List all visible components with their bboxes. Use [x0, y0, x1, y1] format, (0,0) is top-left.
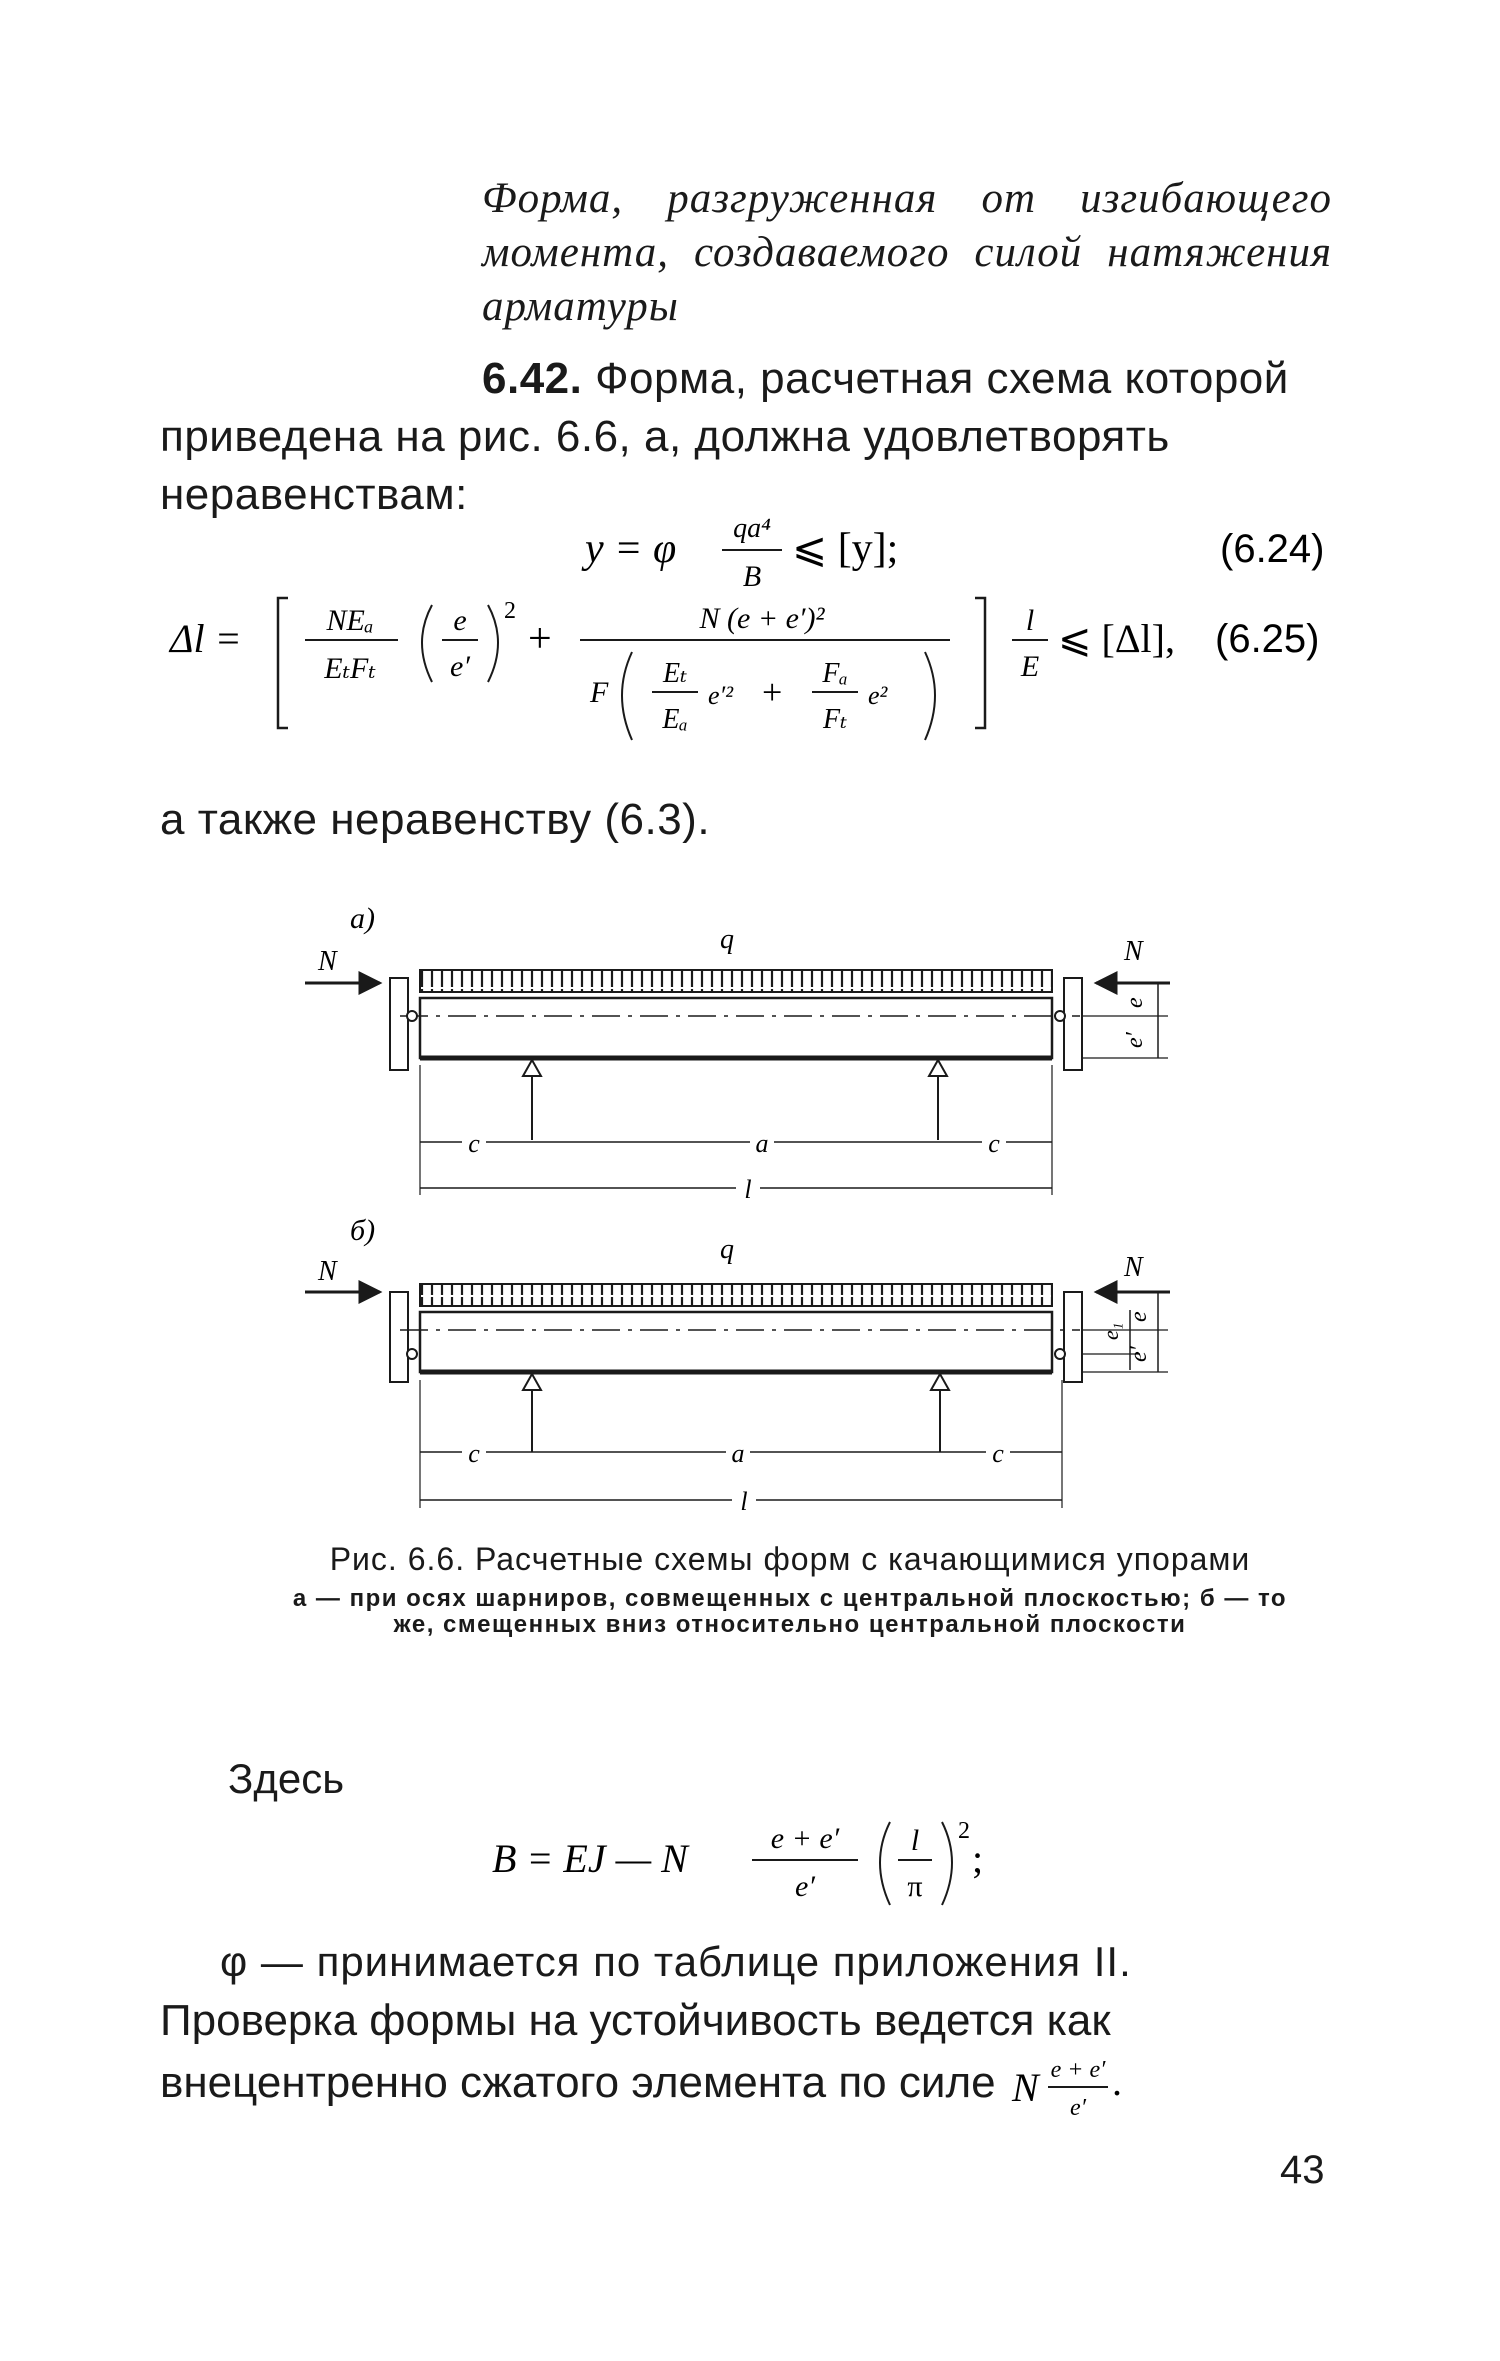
eqB-lhs: B = EJ — N: [492, 1836, 688, 1881]
eqB-exp: 2: [958, 1818, 970, 1844]
panel-b-ecc-e-prime: e′: [1126, 1346, 1152, 1362]
caption-note: а — при осях шарниров, совмещенных с центральной плоскостью; б — то же, смещенных вниз относительно центральной плоскости: [292, 1585, 1288, 1638]
eq625-term1-den: EₜFₜ: [324, 652, 376, 685]
section-title: Форма, разгруженная от изгибающего момента, создаваемого силой натяжения арматуры: [482, 175, 1332, 330]
eq625-inner2-tail: e²: [868, 681, 888, 710]
panel-b-support-left: [523, 1374, 541, 1390]
panel-a-dim-l-label: l: [744, 1175, 752, 1204]
eq625-term2-num: N (e + e′)²: [699, 602, 825, 635]
eq624-number: (6.24): [1220, 527, 1325, 571]
panel-b-dim-c-right: c: [992, 1439, 1004, 1468]
panel-a-load-label: q: [720, 924, 734, 955]
panel-b-dim-a: a: [731, 1439, 745, 1468]
eq625-tail-num: l: [1025, 604, 1035, 637]
eq625-tail-den: E: [1020, 650, 1040, 683]
eq625-paren-den: e′: [450, 650, 470, 683]
eqB-paren-left: [880, 1822, 890, 1905]
panel-a-ecc-e-prime: e′: [1122, 1032, 1148, 1048]
equation-B: [0, 1810, 1500, 1920]
panel-b-left-hinge: [407, 1349, 417, 1359]
eq624-denominator: B: [742, 560, 762, 593]
eq624-lhs: y = φ: [585, 526, 677, 572]
eq625-inner-paren-right: [925, 652, 935, 740]
panel-b-right-stop: [1064, 1292, 1082, 1382]
check-formula: [1008, 2055, 1128, 2121]
panel-a-dim-a: a: [755, 1129, 769, 1158]
check-den: e′: [1069, 2095, 1086, 2121]
panel-b-force-left-label: N: [318, 1256, 337, 1287]
equation-6-25: [0, 590, 1500, 760]
panel-a-force-right-label: N: [1124, 936, 1143, 967]
eq625-term1-num: NEₐ: [326, 604, 374, 637]
eq625-exp: 2: [504, 598, 516, 624]
eq625-inner1-num: Eₜ: [662, 658, 688, 689]
check-num: e + e′: [1050, 2057, 1106, 2083]
panel-b-left-stop: [390, 1292, 408, 1382]
panel-b-force-right-label: N: [1124, 1252, 1143, 1283]
panel-a-distributed-load: [420, 970, 1052, 992]
eq625-rhs: ⩽ [Δl],: [1058, 616, 1175, 661]
caption-title: Рис. 6.6. Расчетные схемы форм с качающимися упорами: [329, 1541, 1251, 1577]
eq625-inner2-den: Fₜ: [822, 704, 848, 735]
panel-a-left-stop: [390, 978, 408, 1070]
check-paragraph: [160, 1990, 1340, 2121]
page-number: 43: [1280, 2148, 1325, 2192]
panel-b-ecc-e: e: [1126, 1311, 1152, 1322]
panel-b-label: б): [350, 1214, 376, 1247]
here-label: Здесь: [228, 1755, 345, 1802]
figure-6-6: [0, 900, 1500, 1530]
eq624-rhs: ⩽ [y];: [792, 526, 899, 572]
also-text: а также неравенству (6.3).: [160, 795, 711, 844]
eq625-paren-right: [488, 605, 498, 682]
eq625-inner1-den: Eₐ: [662, 704, 688, 735]
eqB-paren-den: π: [907, 1870, 923, 1903]
eq625-left-bracket: [278, 598, 288, 728]
panel-a-right-stop: [1064, 978, 1082, 1070]
eqB-paren-right: [942, 1822, 952, 1905]
check-end: .: [1111, 2059, 1122, 2104]
panel-b-beam: [420, 1312, 1052, 1372]
eq625-paren-num: e: [453, 604, 467, 637]
eq625-lhs: Δl =: [170, 616, 242, 661]
eq625-inner-plus: +: [762, 672, 783, 712]
panel-a-support-right: [929, 1060, 947, 1076]
panel-a-ecc-e: e: [1122, 997, 1148, 1008]
eqB-end: ;: [972, 1836, 984, 1881]
phi-text: φ — принимается по таблице приложения II.: [220, 1938, 1132, 1985]
panel-a-support-left: [523, 1060, 541, 1076]
panel-b-distributed-load: [420, 1284, 1052, 1306]
panel-b: [305, 1214, 1170, 1516]
eq625-right-bracket: [975, 598, 985, 728]
panel-a: [305, 902, 1170, 1204]
panel-a-dim-c-right: c: [988, 1129, 1000, 1158]
eq625-paren-left: [422, 605, 432, 682]
panel-a-force-left-label: N: [318, 946, 337, 977]
eqB-paren-num: l: [910, 1824, 920, 1857]
clause-text: Форма, расчетная схема которой приведена на рис. 6.6, а, должна удовлетворять неравенствам:: [160, 354, 1289, 519]
panel-a-left-hinge: [407, 1011, 417, 1021]
panel-a-beam: [420, 998, 1052, 1058]
check-N: N: [1011, 2065, 1039, 2110]
eq624-numerator: qa⁴: [733, 513, 771, 544]
panel-b-dim-c-left: c: [468, 1439, 480, 1468]
figure-caption: [290, 1540, 1290, 1638]
eqB-num: e + e′: [770, 1822, 840, 1855]
panel-b-load-label: q: [720, 1234, 734, 1265]
panel-a-right-hinge: [1055, 1011, 1065, 1021]
eq625-number: (6.25): [1215, 617, 1320, 661]
panel-b-support-right: [931, 1374, 949, 1390]
eq625-inner1-tail: e′²: [708, 681, 734, 710]
check-text: Проверка формы на устойчивость ведется как внецентренно сжатого элемента по силе: [160, 1996, 1111, 2107]
equation-6-24: [0, 490, 1500, 600]
panel-b-right-hinge: [1055, 1349, 1065, 1359]
eq625-inner-paren-left: [622, 652, 632, 740]
eq625-inner2-num: Fₐ: [822, 658, 848, 689]
panel-b-ecc-e1: e₁: [1098, 1322, 1123, 1340]
clause-number: 6.42.: [482, 354, 583, 403]
panel-b-dim-l-label: l: [740, 1487, 748, 1516]
panel-a-label: а): [350, 902, 375, 935]
eqB-den: e′: [795, 1870, 815, 1903]
eq625-term2-F: F: [590, 676, 609, 709]
eq625-plus: +: [528, 616, 552, 662]
panel-a-dim-c-left: c: [468, 1129, 480, 1158]
